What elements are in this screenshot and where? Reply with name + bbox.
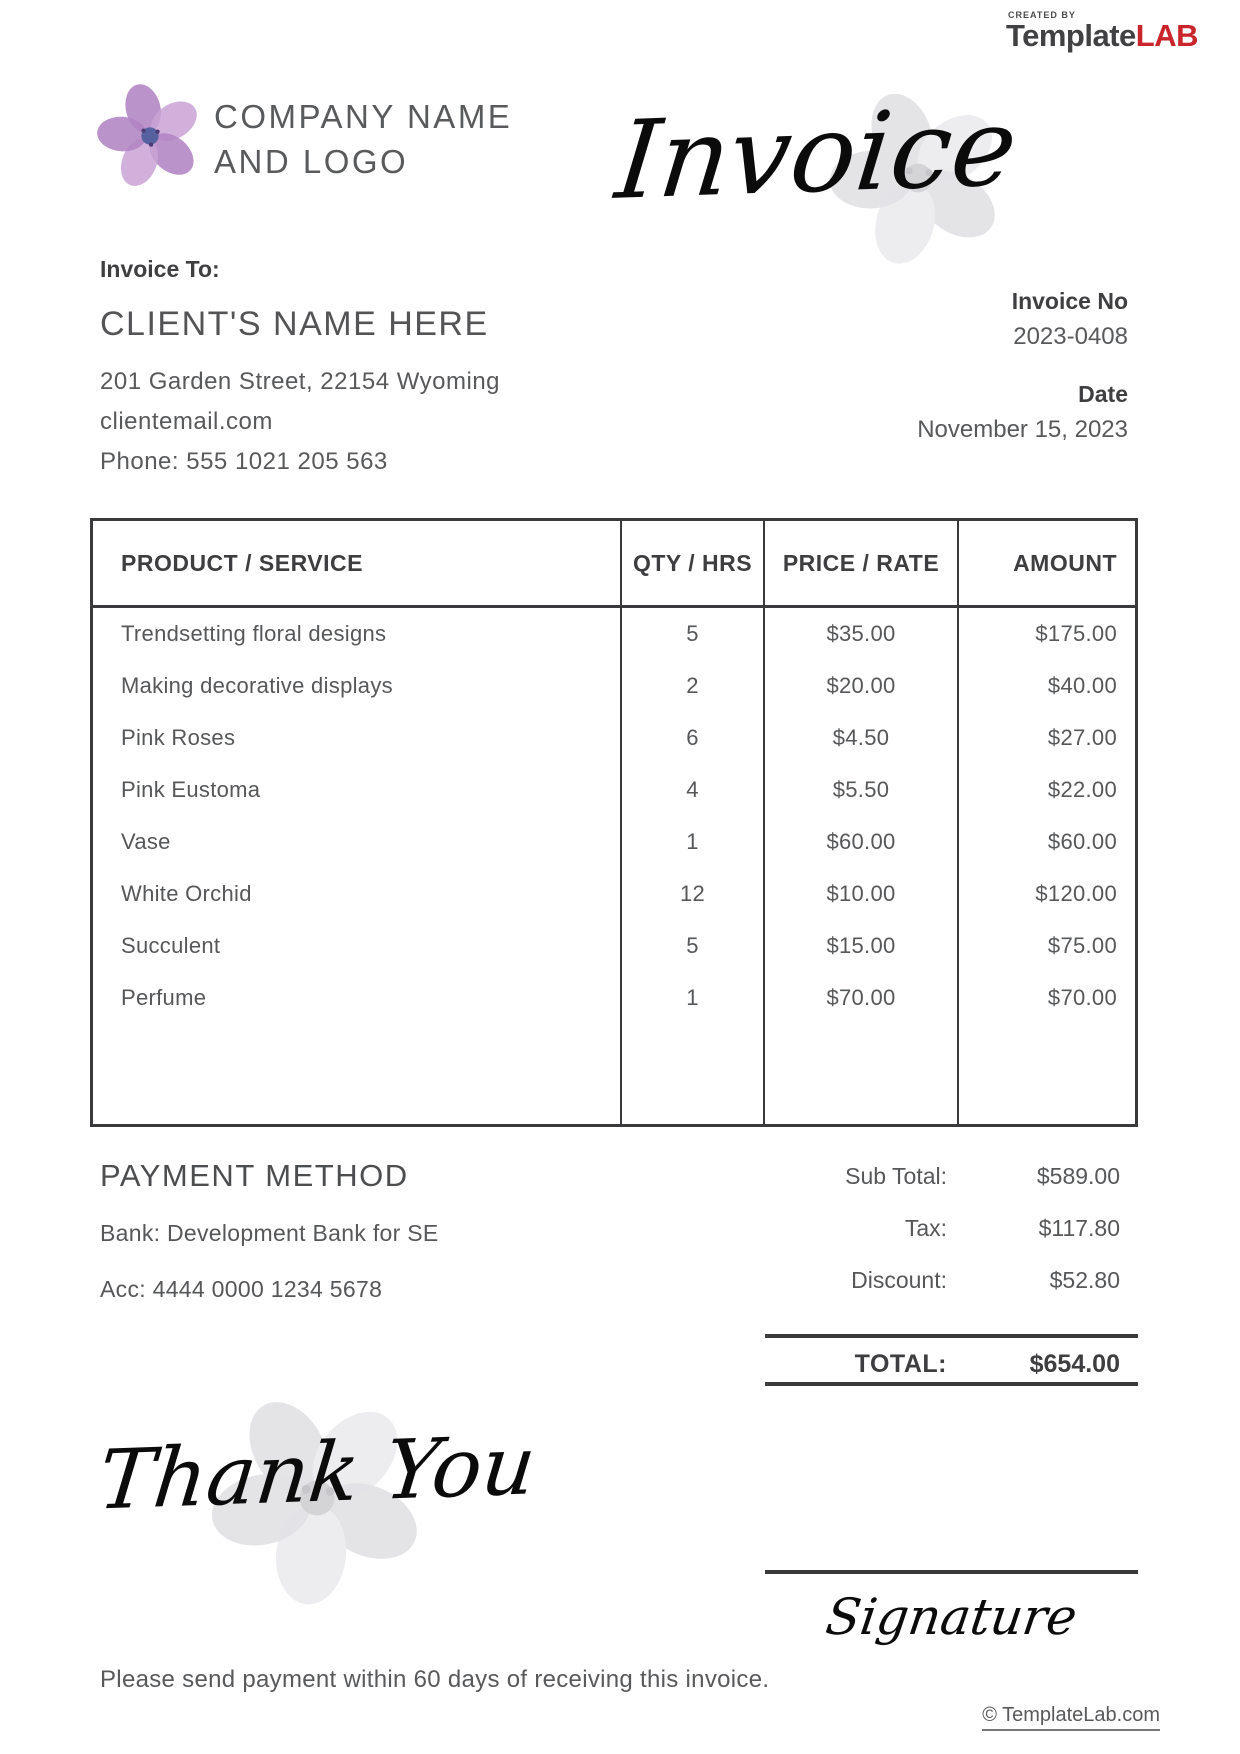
cell-price: $35.00 (763, 608, 957, 660)
client-name: CLIENT'S NAME HERE (100, 305, 489, 343)
table-body (93, 608, 1135, 1024)
cell-qty: 1 (620, 816, 763, 868)
tax-value: $117.80 (1038, 1215, 1120, 1241)
table-row (93, 608, 1135, 660)
invoice-no-label: Invoice No (1011, 288, 1128, 314)
cell-product: Vase (121, 829, 171, 854)
cell-price: $70.00 (763, 972, 957, 1024)
company-name-line2: AND LOGO (214, 143, 409, 180)
table-row (93, 660, 1135, 712)
discount-value: $52.80 (1049, 1267, 1120, 1293)
client-address: 201 Garden Street, 22154 Wyoming (100, 368, 501, 395)
subtotal-label: Sub Total: (845, 1163, 947, 1189)
cell-amount: $70.00 (957, 972, 1135, 1024)
cell-price: $20.00 (763, 660, 957, 712)
cell-product: Perfume (121, 985, 207, 1010)
totals-block (600, 1163, 1138, 1319)
cell-qty: 2 (620, 660, 763, 712)
cell-amount: $175.00 (957, 608, 1135, 660)
client-email: clientemail.com (100, 408, 273, 435)
table-filler-row (93, 1024, 1135, 1124)
cell-product: White Orchid (121, 881, 252, 906)
payment-terms-note: Please send payment within 60 days of receiving this invoice. (100, 1666, 770, 1693)
invoice-meta-block (917, 288, 1128, 474)
cell-qty: 5 (620, 920, 763, 972)
table-row (93, 764, 1135, 816)
thank-you-script: Thank You (94, 1418, 541, 1529)
header-product: PRODUCT / SERVICE (121, 549, 363, 576)
signature-line (765, 1570, 1138, 1574)
cell-product: Making decorative displays (121, 673, 393, 698)
cell-price: $10.00 (763, 868, 957, 920)
copyright-link[interactable]: © TemplateLab.com (982, 1704, 1160, 1731)
discount-label: Discount: (851, 1267, 947, 1293)
templatelab-wordmark (1006, 20, 1198, 51)
table-header-row (93, 521, 1135, 608)
total-label: TOTAL: (854, 1350, 947, 1378)
table-row (93, 712, 1135, 764)
subtotal-value: $589.00 (1036, 1163, 1120, 1189)
cell-qty: 1 (620, 972, 763, 1024)
client-phone: Phone: 555 1021 205 563 (100, 448, 388, 475)
cell-amount: $27.00 (957, 712, 1135, 764)
cell-qty: 5 (620, 608, 763, 660)
total-value: $654.00 (1029, 1350, 1120, 1378)
cell-price: $4.50 (763, 712, 957, 764)
cell-product: Pink Eustoma (121, 777, 261, 802)
subtotal-row (600, 1163, 1138, 1215)
invoice-title-script: Invoice (610, 85, 1023, 224)
date-value: November 15, 2023 (917, 416, 1128, 443)
tax-label: Tax: (904, 1215, 947, 1241)
table-row (93, 920, 1135, 972)
company-name-line1: COMPANY NAME (214, 98, 513, 135)
payment-method-title: PAYMENT METHOD (100, 1158, 409, 1193)
header-price: PRICE / RATE (763, 521, 957, 605)
cell-amount: $120.00 (957, 868, 1135, 920)
brand-name-accent: LAB (1135, 18, 1198, 53)
cell-product: Trendsetting floral designs (121, 621, 387, 646)
payment-bank: Bank: Development Bank for SE (100, 1220, 439, 1246)
cell-price: $60.00 (763, 816, 957, 868)
grand-total-row (765, 1334, 1138, 1386)
cell-price: $15.00 (763, 920, 957, 972)
templatelab-logo (1006, 10, 1198, 51)
table-row (93, 972, 1135, 1024)
invoice-to-block (100, 256, 500, 488)
payment-method-block (100, 1158, 439, 1332)
cell-qty: 6 (620, 712, 763, 764)
cell-price: $5.50 (763, 764, 957, 816)
brand-name-primary: Template (1005, 18, 1136, 53)
table-row (93, 868, 1135, 920)
purple-flower-icon (96, 80, 204, 192)
cell-qty: 12 (620, 868, 763, 920)
invoice-no-value: 2023-0408 (1013, 323, 1128, 350)
created-by-label: CREATED BY (1007, 10, 1076, 20)
cell-product: Succulent (121, 933, 221, 958)
table-row (93, 816, 1135, 868)
cell-amount: $75.00 (957, 920, 1135, 972)
discount-row (600, 1267, 1138, 1319)
cell-qty: 4 (620, 764, 763, 816)
company-name (214, 94, 512, 184)
header-amount: AMOUNT (957, 521, 1135, 605)
invoice-to-label: Invoice To: (100, 256, 220, 282)
signature-script: Signature (822, 1588, 1081, 1646)
tax-row (600, 1215, 1138, 1267)
cell-amount: $40.00 (957, 660, 1135, 712)
date-label: Date (1078, 381, 1128, 407)
header-qty: QTY / HRS (620, 521, 763, 605)
cell-product: Pink Roses (121, 725, 236, 750)
items-table (90, 518, 1138, 1127)
cell-amount: $60.00 (957, 816, 1135, 868)
payment-account: Acc: 4444 0000 1234 5678 (100, 1276, 383, 1302)
cell-amount: $22.00 (957, 764, 1135, 816)
